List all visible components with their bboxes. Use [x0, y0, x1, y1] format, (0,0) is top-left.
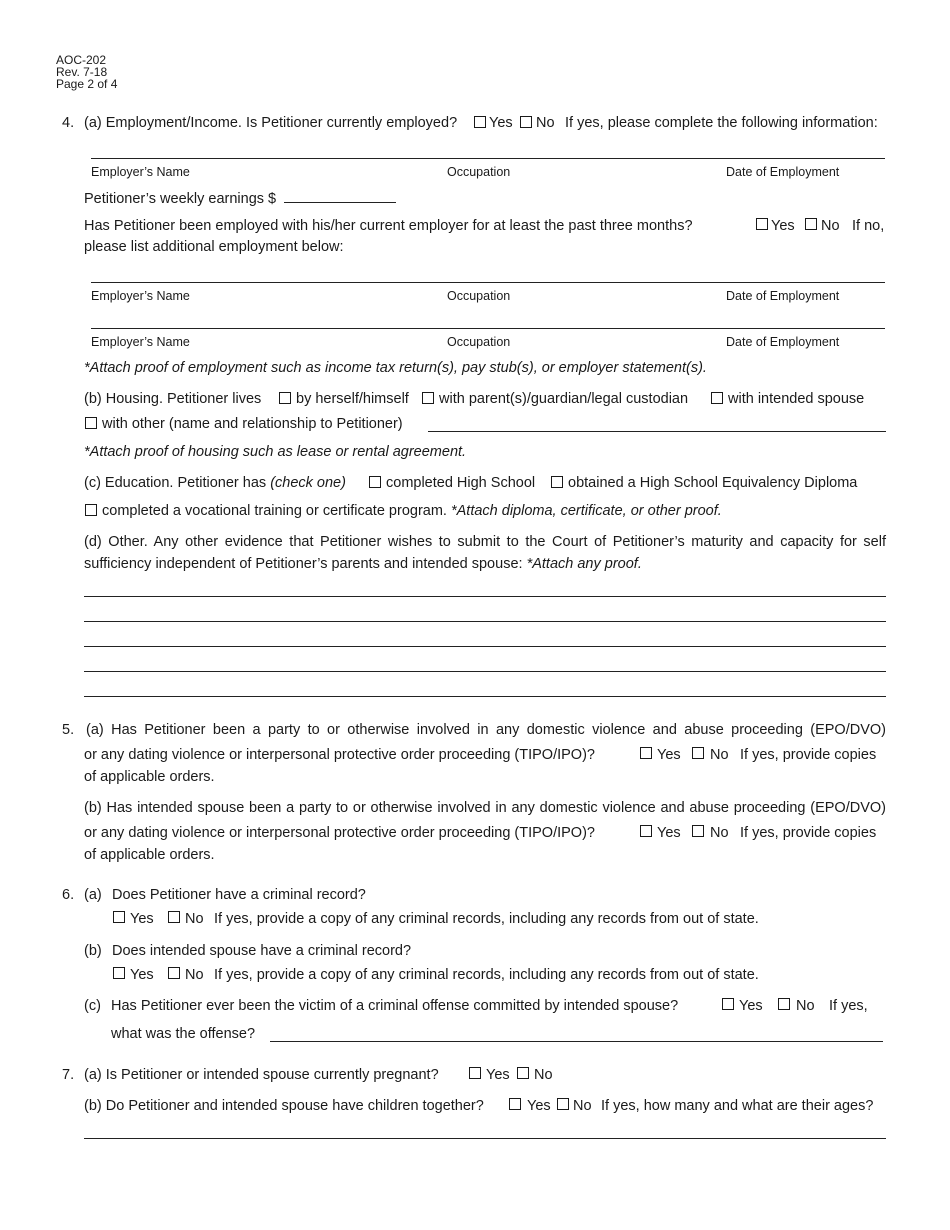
education-vocational-checkbox[interactable] [85, 504, 97, 516]
three-months-yes-checkbox[interactable] [756, 218, 768, 230]
q5a-yes-label: Yes [657, 747, 681, 763]
education-equivalency-checkbox[interactable] [551, 476, 563, 488]
q7b-no-label: No [573, 1098, 592, 1114]
three-months-yes-label: Yes [771, 218, 795, 234]
q6b-no-checkbox[interactable] [168, 967, 180, 979]
q7a-no-checkbox[interactable] [517, 1067, 529, 1079]
q5b-line-1: (b) Has intended spouse been a party to or otherwise involved in any domestic violence and abuse proceeding (EPO/DVO) [84, 800, 886, 816]
q5a-line-1: (a) Has Petitioner been a party to or otherwise involved in any domestic violence and abuse proceeding (EPO/DVO) [86, 722, 886, 738]
employer-line-3[interactable] [91, 328, 885, 329]
weekly-earnings-label: Petitioner’s weekly earnings $ [84, 191, 277, 207]
q4a-yes-label: Yes [489, 115, 513, 131]
q6b-question: Does intended spouse have a criminal record? [112, 943, 412, 959]
other-evidence-line[interactable] [84, 671, 886, 672]
q4c-check-one: (check one) [270, 475, 346, 491]
housing-other-label: with other (name and relationship to Petitioner) [102, 416, 403, 432]
other-evidence-line[interactable] [84, 621, 886, 622]
q6b-no-label: No [185, 967, 204, 983]
other-evidence-line[interactable] [84, 646, 886, 647]
list-additional-text: please list additional employment below: [84, 239, 344, 255]
three-months-no-label: No [821, 218, 840, 234]
form-revision: Rev. 7-18 [56, 65, 108, 79]
q6b-label: (b) [84, 943, 102, 959]
q6c-yes-label: Yes [739, 998, 763, 1014]
education-vocational-row [102, 502, 722, 520]
q5a-no-checkbox[interactable] [692, 747, 704, 759]
form-id: AOC-202 [56, 53, 107, 67]
q4a-no-checkbox[interactable] [520, 116, 532, 128]
q6a-yes-label: Yes [130, 911, 154, 927]
education-vocational-label: completed a vocational training or certificate program. [102, 503, 447, 519]
employer-name-label: Employer’s Name [91, 165, 190, 179]
q4d-attach-note: *Attach any proof. [526, 556, 642, 572]
housing-spouse-checkbox[interactable] [711, 392, 723, 404]
q7a-question: (a) Is Petitioner or intended spouse currently pregnant? [84, 1067, 439, 1083]
q4a-no-label: No [536, 115, 555, 131]
other-evidence-line[interactable] [84, 696, 886, 697]
housing-self-label: by herself/himself [296, 391, 409, 407]
q5a-line-3: of applicable orders. [84, 769, 215, 785]
q4c-intro-row [84, 474, 346, 492]
q4c-intro: (c) Education. Petitioner has [84, 475, 267, 491]
q4a-yes-checkbox[interactable] [474, 116, 486, 128]
q4d-line-2: sufficiency independent of Petitioner’s parents and intended spouse: *Attach any proof. [84, 556, 642, 572]
q6c-question: Has Petitioner ever been the victim of a criminal offense committed by intended spouse? [111, 998, 679, 1014]
q7a-no-label: No [534, 1067, 553, 1083]
q7a-yes-label: Yes [486, 1067, 510, 1083]
q7b-no-checkbox[interactable] [557, 1098, 569, 1110]
q5b-yes-checkbox[interactable] [640, 825, 652, 837]
education-highschool-label: completed High School [386, 475, 536, 491]
date-of-employment-label: Date of Employment [726, 335, 840, 349]
date-of-employment-label: Date of Employment [726, 165, 840, 179]
q5a-no-label: No [710, 747, 729, 763]
q7b-yes-label: Yes [527, 1098, 551, 1114]
employer-line-2[interactable] [91, 282, 885, 283]
weekly-earnings-field[interactable] [284, 189, 396, 203]
employer-name-label: Employer’s Name [91, 335, 190, 349]
q6c-offense-label: what was the offense? [111, 1026, 256, 1042]
other-evidence-line[interactable] [84, 596, 886, 597]
occupation-label: Occupation [447, 335, 511, 349]
q4d-line-1: (d) Other. Any other evidence that Petitioner wishes to submit to the Court of Petitioner’s maturity and capacity for self [84, 534, 886, 550]
q6c-yes-checkbox[interactable] [722, 998, 734, 1010]
q6c-no-label: No [796, 998, 815, 1014]
three-months-no-checkbox[interactable] [805, 218, 817, 230]
attach-employment-note: *Attach proof of employment such as income tax return(s), pay stub(s), or employer statement(s). [84, 360, 707, 376]
housing-spouse-label: with intended spouse [728, 391, 865, 407]
q4a-question: (a) Employment/Income. Is Petitioner currently employed? [84, 115, 458, 131]
q6a-yes-checkbox[interactable] [113, 911, 125, 923]
housing-other-field[interactable] [428, 431, 886, 432]
q6c-label: (c) [84, 998, 101, 1014]
q7b-question: (b) Do Petitioner and intended spouse have children together? [84, 1098, 484, 1114]
q5b-no-checkbox[interactable] [692, 825, 704, 837]
q7b-answer-field[interactable] [84, 1138, 886, 1139]
q6a-question: Does Petitioner have a criminal record? [112, 887, 366, 903]
q5a-tail: If yes, provide copies [740, 747, 877, 763]
q5b-line-2: or any dating violence or interpersonal protective order proceeding (TIPO/IPO)? [84, 825, 595, 841]
q5b-no-label: No [710, 825, 729, 841]
housing-other-checkbox[interactable] [85, 417, 97, 429]
q4a-tail: If yes, please complete the following information: [565, 115, 878, 131]
three-months-if-no: If no, [852, 218, 885, 234]
employer-name-label: Employer’s Name [91, 289, 190, 303]
page-number: Page 2 of 4 [56, 77, 118, 91]
employer-line-1[interactable] [91, 158, 885, 159]
q6b-yes-label: Yes [130, 967, 154, 983]
q6a-tail: If yes, provide a copy of any criminal records, including any records from out of state. [214, 911, 759, 927]
q6a-no-label: No [185, 911, 204, 927]
housing-parents-label: with parent(s)/guardian/legal custodian [439, 391, 689, 407]
q7a-yes-checkbox[interactable] [469, 1067, 481, 1079]
q5a-yes-checkbox[interactable] [640, 747, 652, 759]
q4-number: 4. [62, 115, 75, 131]
q6a-label: (a) [84, 887, 102, 903]
education-highschool-checkbox[interactable] [369, 476, 381, 488]
q7-number: 7. [62, 1067, 75, 1083]
q5b-tail: If yes, provide copies [740, 825, 877, 841]
q6c-no-checkbox[interactable] [778, 998, 790, 1010]
q6b-yes-checkbox[interactable] [113, 967, 125, 979]
q5b-yes-label: Yes [657, 825, 681, 841]
q7b-yes-checkbox[interactable] [509, 1098, 521, 1110]
education-equivalency-label: obtained a High School Equivalency Diploma [568, 475, 858, 491]
occupation-label: Occupation [447, 289, 511, 303]
q6c-if-yes: If yes, [829, 998, 868, 1014]
q5a-line-2: or any dating violence or interpersonal protective order proceeding (TIPO/IPO)? [84, 747, 595, 763]
attach-housing-note: *Attach proof of housing such as lease or rental agreement. [84, 444, 467, 460]
education-attach-note: *Attach diploma, certificate, or other proof. [450, 503, 722, 519]
weekly-earnings-row [84, 189, 396, 208]
housing-parents-checkbox[interactable] [422, 392, 434, 404]
q6b-tail: If yes, provide a copy of any criminal records, including any records from out of state. [214, 967, 759, 983]
q5-number: 5. [62, 722, 75, 738]
q6a-no-checkbox[interactable] [168, 911, 180, 923]
occupation-label: Occupation [447, 165, 511, 179]
housing-self-checkbox[interactable] [279, 392, 291, 404]
three-months-question: Has Petitioner been employed with his/her current employer for at least the past three months? [84, 218, 693, 234]
date-of-employment-label: Date of Employment [726, 289, 840, 303]
q7b-tail: If yes, how many and what are their ages? [601, 1098, 874, 1114]
q6-number: 6. [62, 887, 75, 903]
q4b-intro: (b) Housing. Petitioner lives [84, 391, 262, 407]
q6c-offense-field[interactable] [270, 1041, 883, 1042]
q5b-line-3: of applicable orders. [84, 847, 215, 863]
